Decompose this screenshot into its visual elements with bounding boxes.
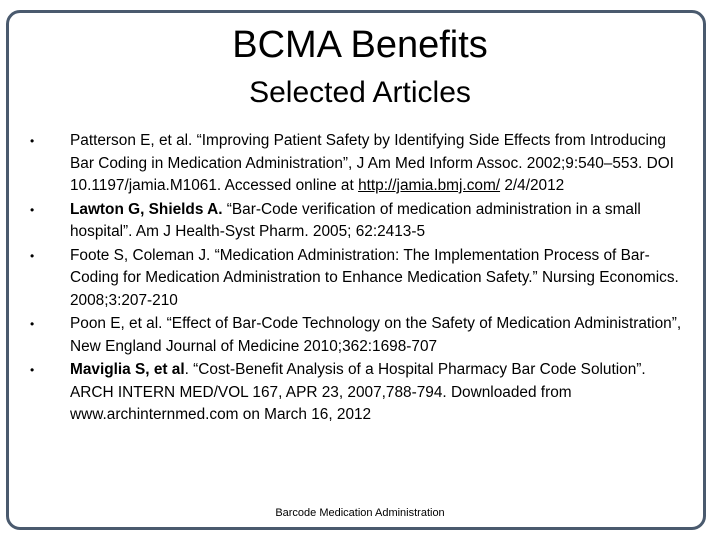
- list-item: [30, 130, 690, 198]
- article-text: Poon E, et al. “Effect of Bar-Code Technology on the Safety of Medication Administration”, New England Journal of Medicine 2010;362:1698-707: [70, 315, 682, 355]
- article-text: “Bar-Code verification of medication administration in a small hospital”. Am J Health-Syst Pharm. 2005; 62:2413-5: [70, 200, 641, 240]
- list-item: [30, 359, 690, 427]
- slide-subtitle: Selected Articles: [249, 76, 471, 109]
- article-link[interactable]: http://jamia.bmj.com/: [358, 177, 501, 194]
- list-item: [30, 199, 690, 244]
- bullet-icon: •: [30, 134, 35, 148]
- slide-footer: Barcode Medication Administration: [275, 507, 445, 519]
- slide-title: BCMA Benefits: [232, 24, 488, 66]
- bullet-icon: •: [30, 202, 35, 217]
- article-text: Patterson E, et al. “Improving Patient Safety by Identifying Side Effects from Introducing Bar Coding in Medication Administration”, J Am Med Inform Assoc. 2002;9:540–553. DOI 10.1197/jamia.M1061. Accessed online at: [70, 132, 674, 194]
- article-text: Foote S, Coleman J. “Medication Administration: The Implementation Process of Bar-Coding for Medication Administration to Enhance Medication Safety.” Nursing Economics. 2008;3:207-210: [70, 246, 679, 309]
- bullet-icon: •: [30, 317, 35, 331]
- article-author: Lawton G, Shields A.: [70, 200, 223, 218]
- article-author: Maviglia S, et al: [70, 361, 185, 378]
- article-text-after: 2/4/2012: [500, 177, 565, 194]
- bullet-icon: •: [30, 363, 35, 377]
- list-item: [30, 313, 690, 358]
- list-item: [30, 245, 690, 313]
- article-text: . “Cost-Benefit Analysis of a Hospital Pharmacy Bar Code Solution”. ARCH INTERN MED/VOL 167, APR 23, 2007,788-794. Downloaded from www.archinternmed.com on March 16, 2012: [70, 361, 646, 423]
- article-list: [30, 130, 690, 428]
- bullet-icon: •: [30, 248, 35, 263]
